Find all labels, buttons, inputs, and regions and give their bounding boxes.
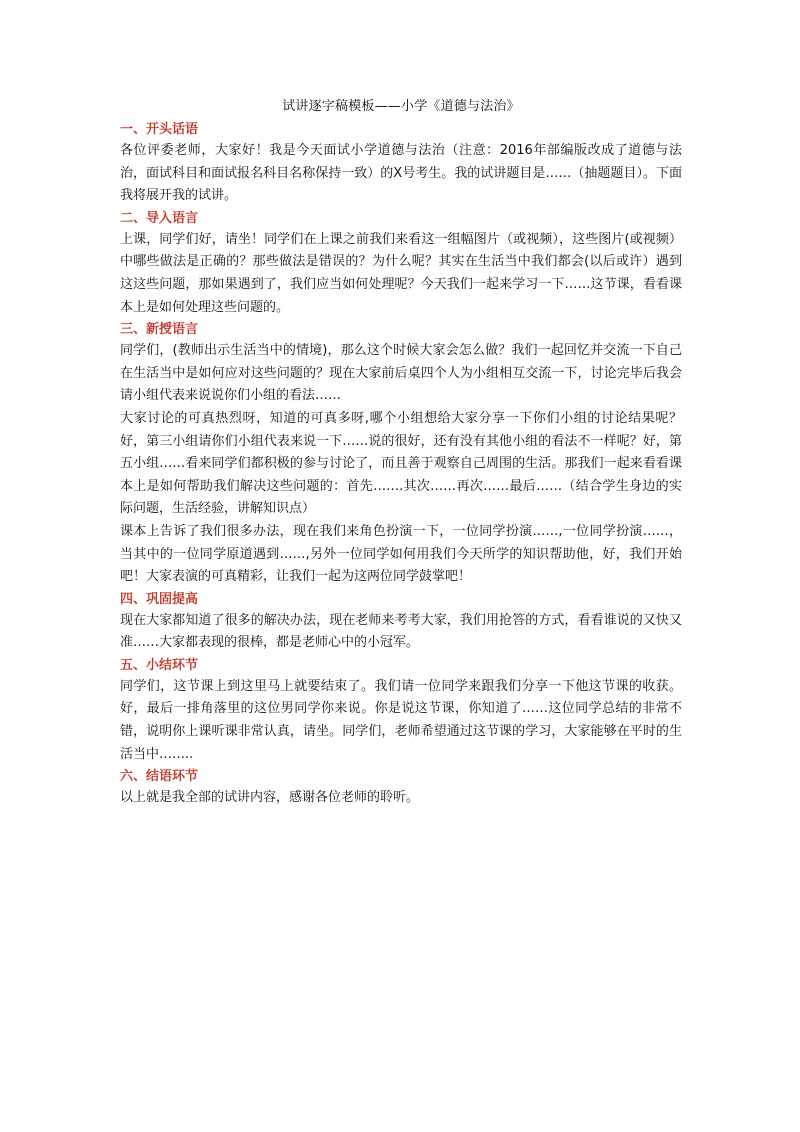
section-heading: 六、结语环节 <box>120 769 199 785</box>
section-closing <box>120 766 682 810</box>
section-introduction <box>120 208 682 319</box>
section-paragraph: 同学们，(教师出示生活当中的情境)，那么这个时候大家会怎么做？我们一起回忆并交流一下自己在生活当中是如何应对这些问题的？现在大家前后桌四个人为小组相互交流一下，讨论完毕后我会请小组代表来说说你们小组的看法…… <box>120 343 682 404</box>
section-opening <box>120 119 682 208</box>
section-heading: 四、巩固提高 <box>120 591 199 607</box>
section-paragraph: 上课，同学们好，请坐！同学们在上课之前我们来看这一组幅图片（或视频），这些图片(或视频）中哪些做法是正确的？那些做法是错误的？为什么呢？其实在生活当中我们都会(以后或许）遇到这这些问题，那如果遇到了，我们应当如何处理呢？今天我们一起来学习一下……这节课，看看课本上是如何处理这些问题的。 <box>120 231 682 315</box>
section-heading: 一、开头话语 <box>120 122 199 137</box>
section-consolidation <box>120 589 682 655</box>
section-paragraph: 各位评委老师，大家好！我是今天面试小学道德与法治（注意：2016年部编版改成了道德与法治，面试科目和面试报名科目名称保持一致）的X号考生。我的试讲题目是……（抽题题目）。下面我将展开我的试讲。 <box>120 143 682 204</box>
document-title: 试讲逐字稿模板——小学《道德与法治》 <box>282 99 520 114</box>
section-heading: 五、小结环节 <box>120 657 199 673</box>
document-body <box>120 96 682 810</box>
section-paragraph: 大家讨论的可真热烈呀，知道的可真多呀,哪个小组想给大家分享一下你们小组的讨论结果呢？好，第三小组请你们小组代表来说一下……说的很好，还有没有其他小组的看法不一样呢？好，第五小组……看来同学们都积极的参与讨论了，而且善于观察自己周围的生活。那我们一起来看看课本上是如何帮助我们解决这些问题的：首先…….其次……再次……最后……（结合学生身边的实际问题，生活经验，讲解知识点） <box>120 410 682 517</box>
section-paragraph: 课本上告诉了我们很多办法，现在我们来角色扮演一下，一位同学扮演……,一位同学扮演……，当其中的一位同学原道遇到……,另外一位同学如何用我们今天所学的知识帮助他，好，我们开始吧！大家表演的可真精彩，让我们一起为这两位同学鼓掌吧！ <box>120 523 682 585</box>
section-new-lesson <box>120 319 682 589</box>
section-summary <box>120 655 682 766</box>
section-paragraph: 以上就是我全部的试讲内容，感谢各位老师的聆听。 <box>120 790 420 806</box>
section-heading: 二、导入语言 <box>120 210 199 226</box>
section-heading: 三、新授语言 <box>120 322 199 338</box>
section-paragraph: 同学们，这节课上到这里马上就要结束了。我们请一位同学来跟我们分享一下他这节课的收获。好，最后一排角落里的这位男同学你来说。你是说这节课，你知道了……这位同学总结的非常不错，说明你上课听课非常认真，请坐。同学们，老师希望通过这节课的学习，大家能够在平时的生活当中…….. <box>120 678 682 762</box>
section-paragraph: 现在大家都知道了很多的解决办法，现在老师来考考大家，我们用抢答的方式，看看谁说的又快又准……大家都表现的很棒，都是老师心中的小冠军。 <box>120 612 682 651</box>
